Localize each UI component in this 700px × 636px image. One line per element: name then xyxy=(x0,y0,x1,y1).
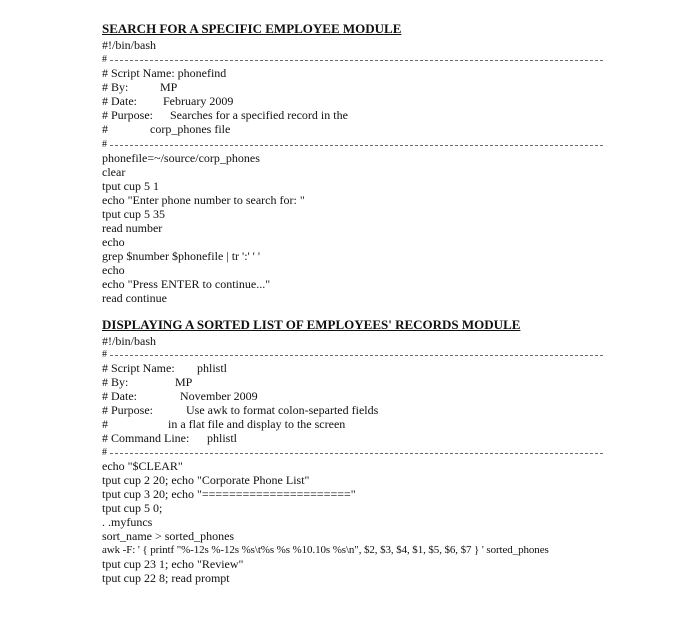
section2-command-label: # Command Line: xyxy=(102,431,190,445)
section1-purpose-cont: corp_phones file xyxy=(150,122,231,136)
section2-purpose-value: Use awk to format colon-separted fields xyxy=(186,403,379,417)
section1-code-line: echo xyxy=(102,263,125,277)
section1-rule1-hash: # xyxy=(102,54,107,65)
section2-code-line: echo "$CLEAR" xyxy=(102,459,183,473)
section1-code-line: read number xyxy=(102,221,163,235)
section1-code-line: read continue xyxy=(102,291,167,305)
section2-code-line: tput cup 23 1; echo "Review" xyxy=(102,557,244,571)
section2-purpose-cont-hash: # xyxy=(102,417,108,431)
section1-code-line: phonefile=~/source/corp_phones xyxy=(102,151,260,165)
section2-rule2 xyxy=(110,453,603,454)
section1-script-name: # Script Name: phonefind xyxy=(102,66,227,80)
section2-code-line: . .myfuncs xyxy=(102,515,153,529)
section2-code-line: tput cup 5 0; xyxy=(102,501,163,515)
section1-rule2 xyxy=(110,145,603,146)
section2-by-value: MP xyxy=(175,375,193,389)
section2-code-line: tput cup 2 20; echo "Corporate Phone List" xyxy=(102,473,310,487)
section1-purpose-value: Searches for a specified record in the xyxy=(170,108,348,122)
section1-date-label: # Date: xyxy=(102,94,137,108)
section1-code-line: tput cup 5 35 xyxy=(102,207,165,221)
section2-by-label: # By: xyxy=(102,375,129,389)
section1-code-line: echo "Press ENTER to continue..." xyxy=(102,277,271,291)
section2-code-line-awk: awk -F: ' { printf "%-12s %-12s %s\t%s %s %10.10s %s\n", $2, $3, $4, $1, $5, $6, $7 } ' sorted_phones xyxy=(102,544,549,556)
section1-heading: SEARCH FOR A SPECIFIC EMPLOYEE MODULE xyxy=(102,21,402,36)
section1-date-value: February 2009 xyxy=(163,94,234,108)
section1-code-line: echo "Enter phone number to search for: " xyxy=(102,193,305,207)
section2-code-line: tput cup 3 20; echo "======================" xyxy=(102,487,356,501)
section2-rule1-hash: # xyxy=(102,349,107,360)
section2-purpose-cont: in a flat file and display to the screen xyxy=(168,417,346,431)
section2-heading: DISPLAYING A SORTED LIST OF EMPLOYEES' RECORDS MODULE xyxy=(102,317,521,332)
section2-rule1 xyxy=(110,355,603,356)
section2-script-name-label: # Script Name: xyxy=(102,361,175,375)
section1-code-line: grep $number $phonefile | tr ':' ' ' xyxy=(102,249,261,263)
section2-script-name-value: phlistl xyxy=(197,361,228,375)
section1-shebang: #!/bin/bash xyxy=(102,38,156,52)
section1-code-line: tput cup 5 1 xyxy=(102,179,159,193)
section2-date-value: November 2009 xyxy=(180,389,258,403)
section2-code-line: sort_name > sorted_phones xyxy=(102,529,235,543)
section1-rule2-hash: # xyxy=(102,139,107,150)
section2-purpose-label: # Purpose: xyxy=(102,403,153,417)
section1-code-line: clear xyxy=(102,165,126,179)
section1-by-value: MP xyxy=(160,80,178,94)
section1-purpose-cont-hash: # xyxy=(102,122,108,136)
section2-code-line: tput cup 22 8; read prompt xyxy=(102,571,230,585)
section1-rule1 xyxy=(110,60,603,61)
section1-purpose-label: # Purpose: xyxy=(102,108,153,122)
section2-rule2-hash: # xyxy=(102,447,107,458)
section2-shebang: #!/bin/bash xyxy=(102,334,156,348)
section1-code-line: echo xyxy=(102,235,125,249)
section2-date-label: # Date: xyxy=(102,389,137,403)
section2-command-value: phlistl xyxy=(207,431,238,445)
section1-by-label: # By: xyxy=(102,80,129,94)
